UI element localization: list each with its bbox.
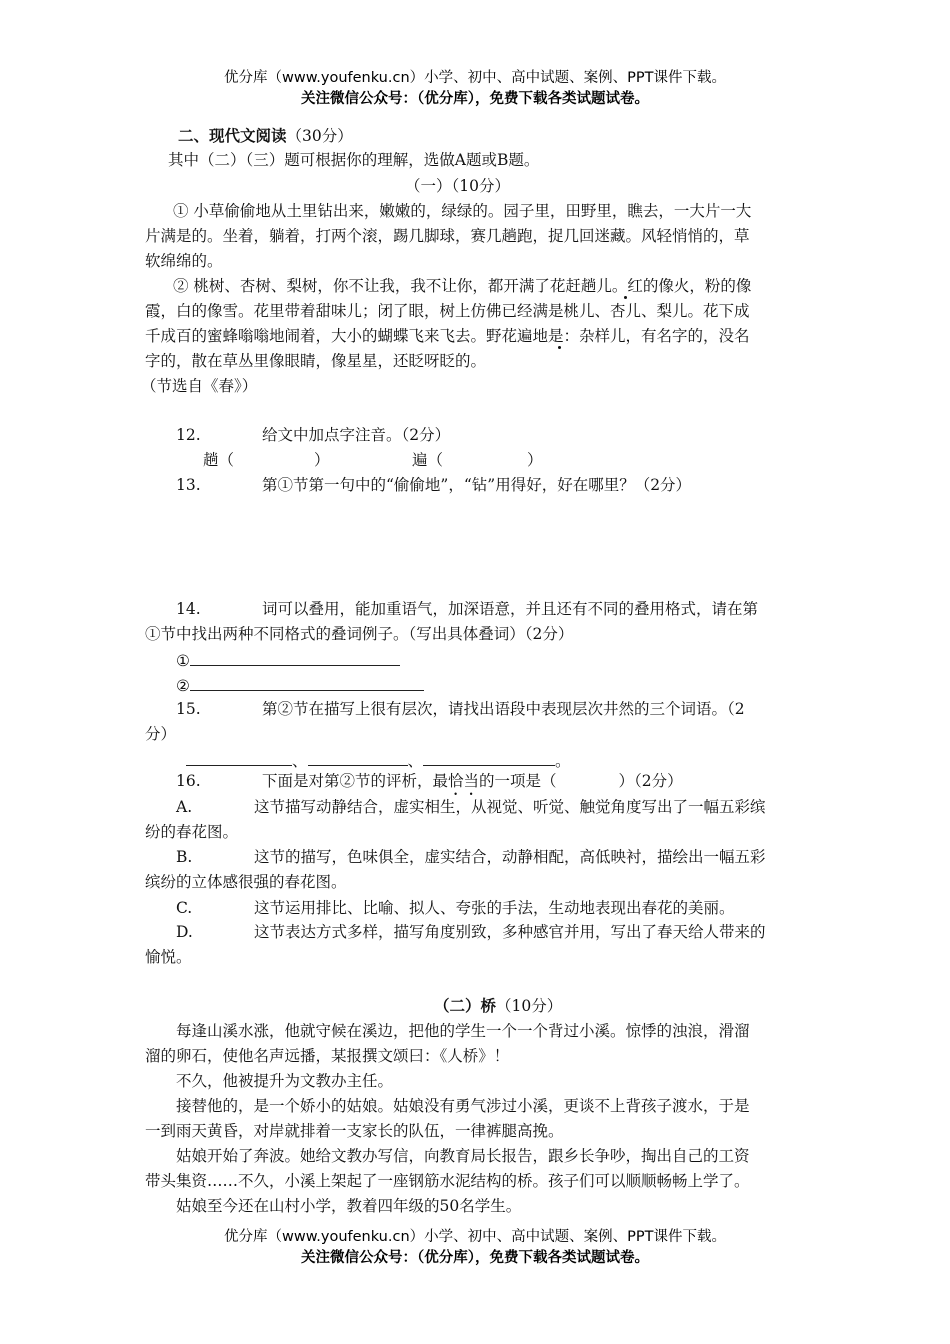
q15-blank1-input[interactable] — [186, 749, 292, 766]
passage2-line4: 接替他的，是一个娇小的姑娘。姑娘没有勇气涉过小溪，更谈不上背孩子渡水，于是 — [176, 1097, 750, 1115]
q14-blank-1 — [176, 649, 400, 671]
passage1-source: （节选自《春》） — [141, 377, 258, 395]
passage1-p1-line1: ① 小草偷偷地从土里钻出来，嫩嫩的，绿绿的。园子里，田野里，瞧去，一大片一大 — [173, 202, 752, 220]
q16-option-b-line1: 这节的描写，色味俱全，虚实结合，动静相配，高低映衬，描绘出一幅五彩 — [254, 848, 766, 866]
passage2-line5: 一到雨天黄昏，对岸就排着一支家长的队伍，一律裤腿高挽。 — [145, 1122, 564, 1140]
q16-option-c-label: C. — [176, 899, 193, 917]
q13-number: 13. — [176, 476, 201, 494]
q14-blank2-input[interactable] — [190, 674, 424, 691]
q15-line2: 分） — [145, 725, 177, 743]
section-score: （30分） — [286, 127, 353, 145]
q16-close: ）（2分） — [618, 772, 683, 790]
q14-line1: 词可以叠用，能加重语气，加深语意，并且还有不同的叠用格式，请在第 — [262, 600, 759, 618]
passage1-p2-line2: 霞，白的像雪。花里带着甜味儿；闭了眼，树上仿佛已经满是桃儿、杏儿、梨儿。花下成 — [145, 302, 750, 320]
passage1-p2-line4: 字的，散在草丛里像眼睛，像星星，还眨呀眨的。 — [145, 352, 487, 370]
page-footer — [0, 1227, 950, 1269]
q15-blanks — [186, 749, 571, 771]
passage1-p1-line2: 片满是的。坐着，躺着，打两个滚，踢几脚球，赛几趟跑，捉几回迷藏。风轻悄悄的，草 — [145, 227, 750, 245]
passage1-heading: （一）（10分） — [405, 177, 510, 195]
q16-number: 16. — [176, 772, 201, 790]
q12-answer-a — [203, 450, 330, 470]
emphasis-dot-bian — [558, 346, 561, 349]
q12-b-label: 遍（ — [412, 451, 444, 469]
passage2-heading — [434, 996, 562, 1016]
passage2-line1: 每逢山溪水涨，他就守候在溪边，把他的学生一个一个背过小溪。惊悸的浊浪，滑溜 — [176, 1022, 750, 1040]
q13-answer-area[interactable] — [145, 500, 805, 590]
q16-option-d-label: D. — [176, 923, 193, 941]
q16-option-c-line1: 这节运用排比、比喻、拟人、夸张的手法，生动地表现出春花的美丽。 — [254, 899, 735, 917]
q15-number: 15. — [176, 700, 201, 718]
passage2-line6: 姑娘开始了奔波。她给文教办写信，向教育局长报告，跟乡长争吵，掏出自己的工资 — [176, 1147, 750, 1165]
q12-b-close: ） — [527, 451, 543, 469]
section-title — [178, 126, 353, 146]
passage2-line3: 不久，他被提升为文教办主任。 — [176, 1072, 394, 1090]
passage2-line7: 带头集资……不久，小溪上架起了一座钢筋水泥结构的桥。孩子们可以顺顺畅畅上学了。 — [145, 1172, 750, 1190]
passage2-line2: 溜的卵石，使他名声远播，某报撰文颂曰：《人桥》！ — [145, 1047, 510, 1065]
q12-a-label: 趟（ — [203, 451, 235, 469]
section-note: 其中（二）（三）题可根据你的理解，选做A题或B题。 — [168, 151, 540, 169]
q14-blank1-input[interactable] — [190, 649, 400, 666]
q12-text: 给文中加点字注音。（2分） — [262, 426, 451, 444]
q12-number: 12. — [176, 426, 201, 444]
q13-text: 第①节第一句中的“偷偷地”，“钻”用得好，好在哪里？（2分） — [262, 476, 692, 494]
q16-text-post: 的一项是（ — [479, 772, 557, 790]
q16-option-b-label: B. — [176, 848, 193, 866]
q16-option-a-line1: 这节描写动静结合，虚实相生，从视觉、听觉、触觉角度写出了一幅五彩缤 — [254, 798, 766, 816]
q14-line2: ①节中找出两种不同格式的叠词例子。（写出具体叠词）（2分） — [145, 625, 574, 643]
passage2-line8: 姑娘至今还在山村小学，教着四年级的50名学生。 — [176, 1197, 522, 1215]
passage1-p2-line3: 千成百的蜜蜂嗡嗡地闹着，大小的蝴蝶飞来飞去。野花遍地是：杂样儿，有名字的，没名 — [145, 327, 750, 345]
header-line-2: 关注微信公众号：（优分库），免费下载各类试题试卷。 — [301, 91, 649, 107]
q16-option-d-line1: 这节表达方式多样，描写角度别致，多种感官并用，写出了春天给人带来的 — [254, 923, 766, 941]
footer-line-2: 关注微信公众号：（优分库），免费下载各类试题试卷。 — [301, 1250, 649, 1266]
q15-end: 。 — [555, 752, 571, 770]
q14-blank-2 — [176, 674, 424, 696]
q16-option-d-line2: 愉悦。 — [145, 948, 192, 966]
q16-text-pre: 下面是对第②节的评析，最 — [262, 772, 449, 790]
passage2-title: （二）桥 — [434, 996, 497, 1015]
q14-number: 14. — [176, 600, 201, 618]
q16-option-b-line2: 缤纷的立体感很强的春花图。 — [145, 873, 347, 891]
q16-option-a-label: A. — [176, 798, 193, 816]
q15-line1: 第②节在描写上很有层次，请找出语段中表现层次井然的三个词语。（2 — [262, 700, 745, 718]
header-line-1: 优分库（www.youfenku.cn）小学、初中、高中试题、案例、PPT课件下载。 — [224, 70, 726, 86]
q15-sep1: 、 — [292, 752, 308, 770]
passage2-score: （10分） — [496, 997, 563, 1015]
page-header — [0, 68, 950, 110]
section-title-text: 二、现代文阅读 — [178, 126, 287, 145]
passage1-p1-line3: 软绵绵的。 — [145, 252, 223, 270]
q16-text — [262, 771, 683, 799]
footer-line-1: 优分库（www.youfenku.cn）小学、初中、高中试题、案例、PPT课件下载。 — [224, 1229, 726, 1245]
q14-blank1-label: ① — [176, 652, 190, 670]
q16-option-a-line2: 纷的春花图。 — [145, 823, 239, 841]
passage1-p2-line1: ② 桃树、杏树、梨树，你不让我，我不让你，都开满了花赶趟儿。红的像火，粉的像 — [173, 277, 752, 295]
q15-sep2: 、 — [407, 752, 424, 770]
q15-blank2-input[interactable] — [308, 749, 408, 766]
q12-answer-b — [412, 450, 543, 470]
q12-a-close: ） — [314, 451, 330, 469]
q15-blank3-input[interactable] — [423, 749, 555, 766]
emphasis-dot-tang — [624, 296, 627, 299]
q16-emphasis: 恰当 — [448, 772, 480, 790]
q14-blank2-label: ② — [176, 677, 190, 695]
